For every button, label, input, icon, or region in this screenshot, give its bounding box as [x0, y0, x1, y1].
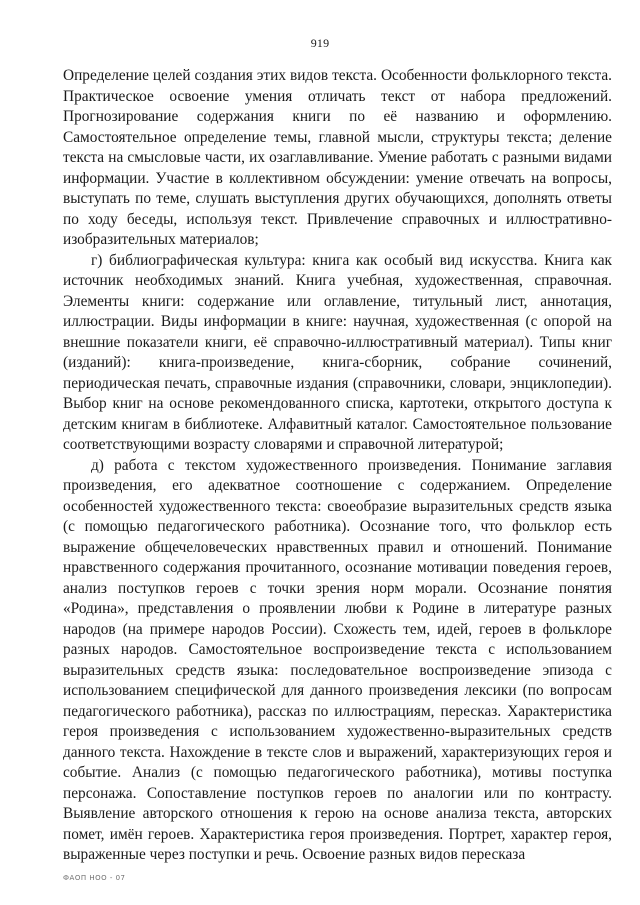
paragraph-bibliographic-culture: г) библиографическая культура: книга как особый вид искусства. Книга как источник необходимых знаний. Книга учебная, художественная, справочная. Элементы книги: содержание или оглавление, титульный лист, аннотация, иллюстрации. Виды информации в книге: научная, художественная (с опорой на внешние показатели книги, её справочно-иллюстративный материал). Типы книг (изданий): книга-произведение, книга-сборник, собрание сочинений, периодическая печать, справочные издания (справочники, словари, энциклопедии). Выбор книг на основе рекомендованного списка, картотеки, открытого доступа к детским книгам в библиотеке. Алфавитный каталог. Самостоятельное пользование соответствующими возрасту словарями и справочной литературой; [63, 251, 612, 453]
page-number: 919 [310, 36, 330, 50]
paragraph-work-with-text: д) работа с текстом художественного произведения. Понимание заглавия произведения, его адекватное соотношение с содержанием. Определение особенностей художественного текста: своеобразие выразительных средств языка (с помощью педагогического работника). Осознание того, что фольклор есть выражение общечеловеческих нравственных правил и отношений. Понимание нравственного содержания прочитанного, осознание мотивации поведения героев, анализ поступков героев с точки зрения норм морали. Осознание понятия «Родина», представления о проявлении любви к Родине в литературе разных народов (на примере народов России). Схожесть тем, идей, героев в фольклоре разных народов. Самостоятельное воспроизведение текста с использованием выразительных средств языка: последовательное воспроизведение эпизода с использованием специфической для данного произведения лексики (по вопросам педагогического работника), рассказ по иллюстрациям, пересказ. Характеристика героя произведения с использованием художественно-выразительных средств данного текста. Нахождение в тексте слов и выражений, характеризующих героя и событие. Анализ (с помощью педагогического работника), мотивы поступка персонажа. Сопоставление поступков героев по аналогии или по контрасту. Выявление авторского отношения к герою на основе анализа текста, авторских помет, имён героев. Характеристика героя произведения. Портрет, характер героя, выраженные через поступки и речь. Освоение разных видов пересказа [63, 456, 612, 863]
footer-stamp: ФАОП НОО - 07 [63, 874, 126, 882]
body-text [63, 66, 612, 866]
paragraph-intro: Определение целей создания этих видов текста. Особенности фольклорного текста. Практическое освоение умения отличать текст от набора предложений. Прогнозирование содержания книги по её названию и оформлению. Самостоятельное определение темы, главной мысли, структуры текста; деление текста на смысловые части, их озаглавливание. Умение работать с разными видами информации. Участие в коллективном обсуждении: умение отвечать на вопросы, выступать по теме, слушать выступления других обучающихся, дополнять ответы по ходу беседы, используя текст. Привлечение справочных и иллюстративно-изобразительных материалов; [63, 67, 612, 248]
